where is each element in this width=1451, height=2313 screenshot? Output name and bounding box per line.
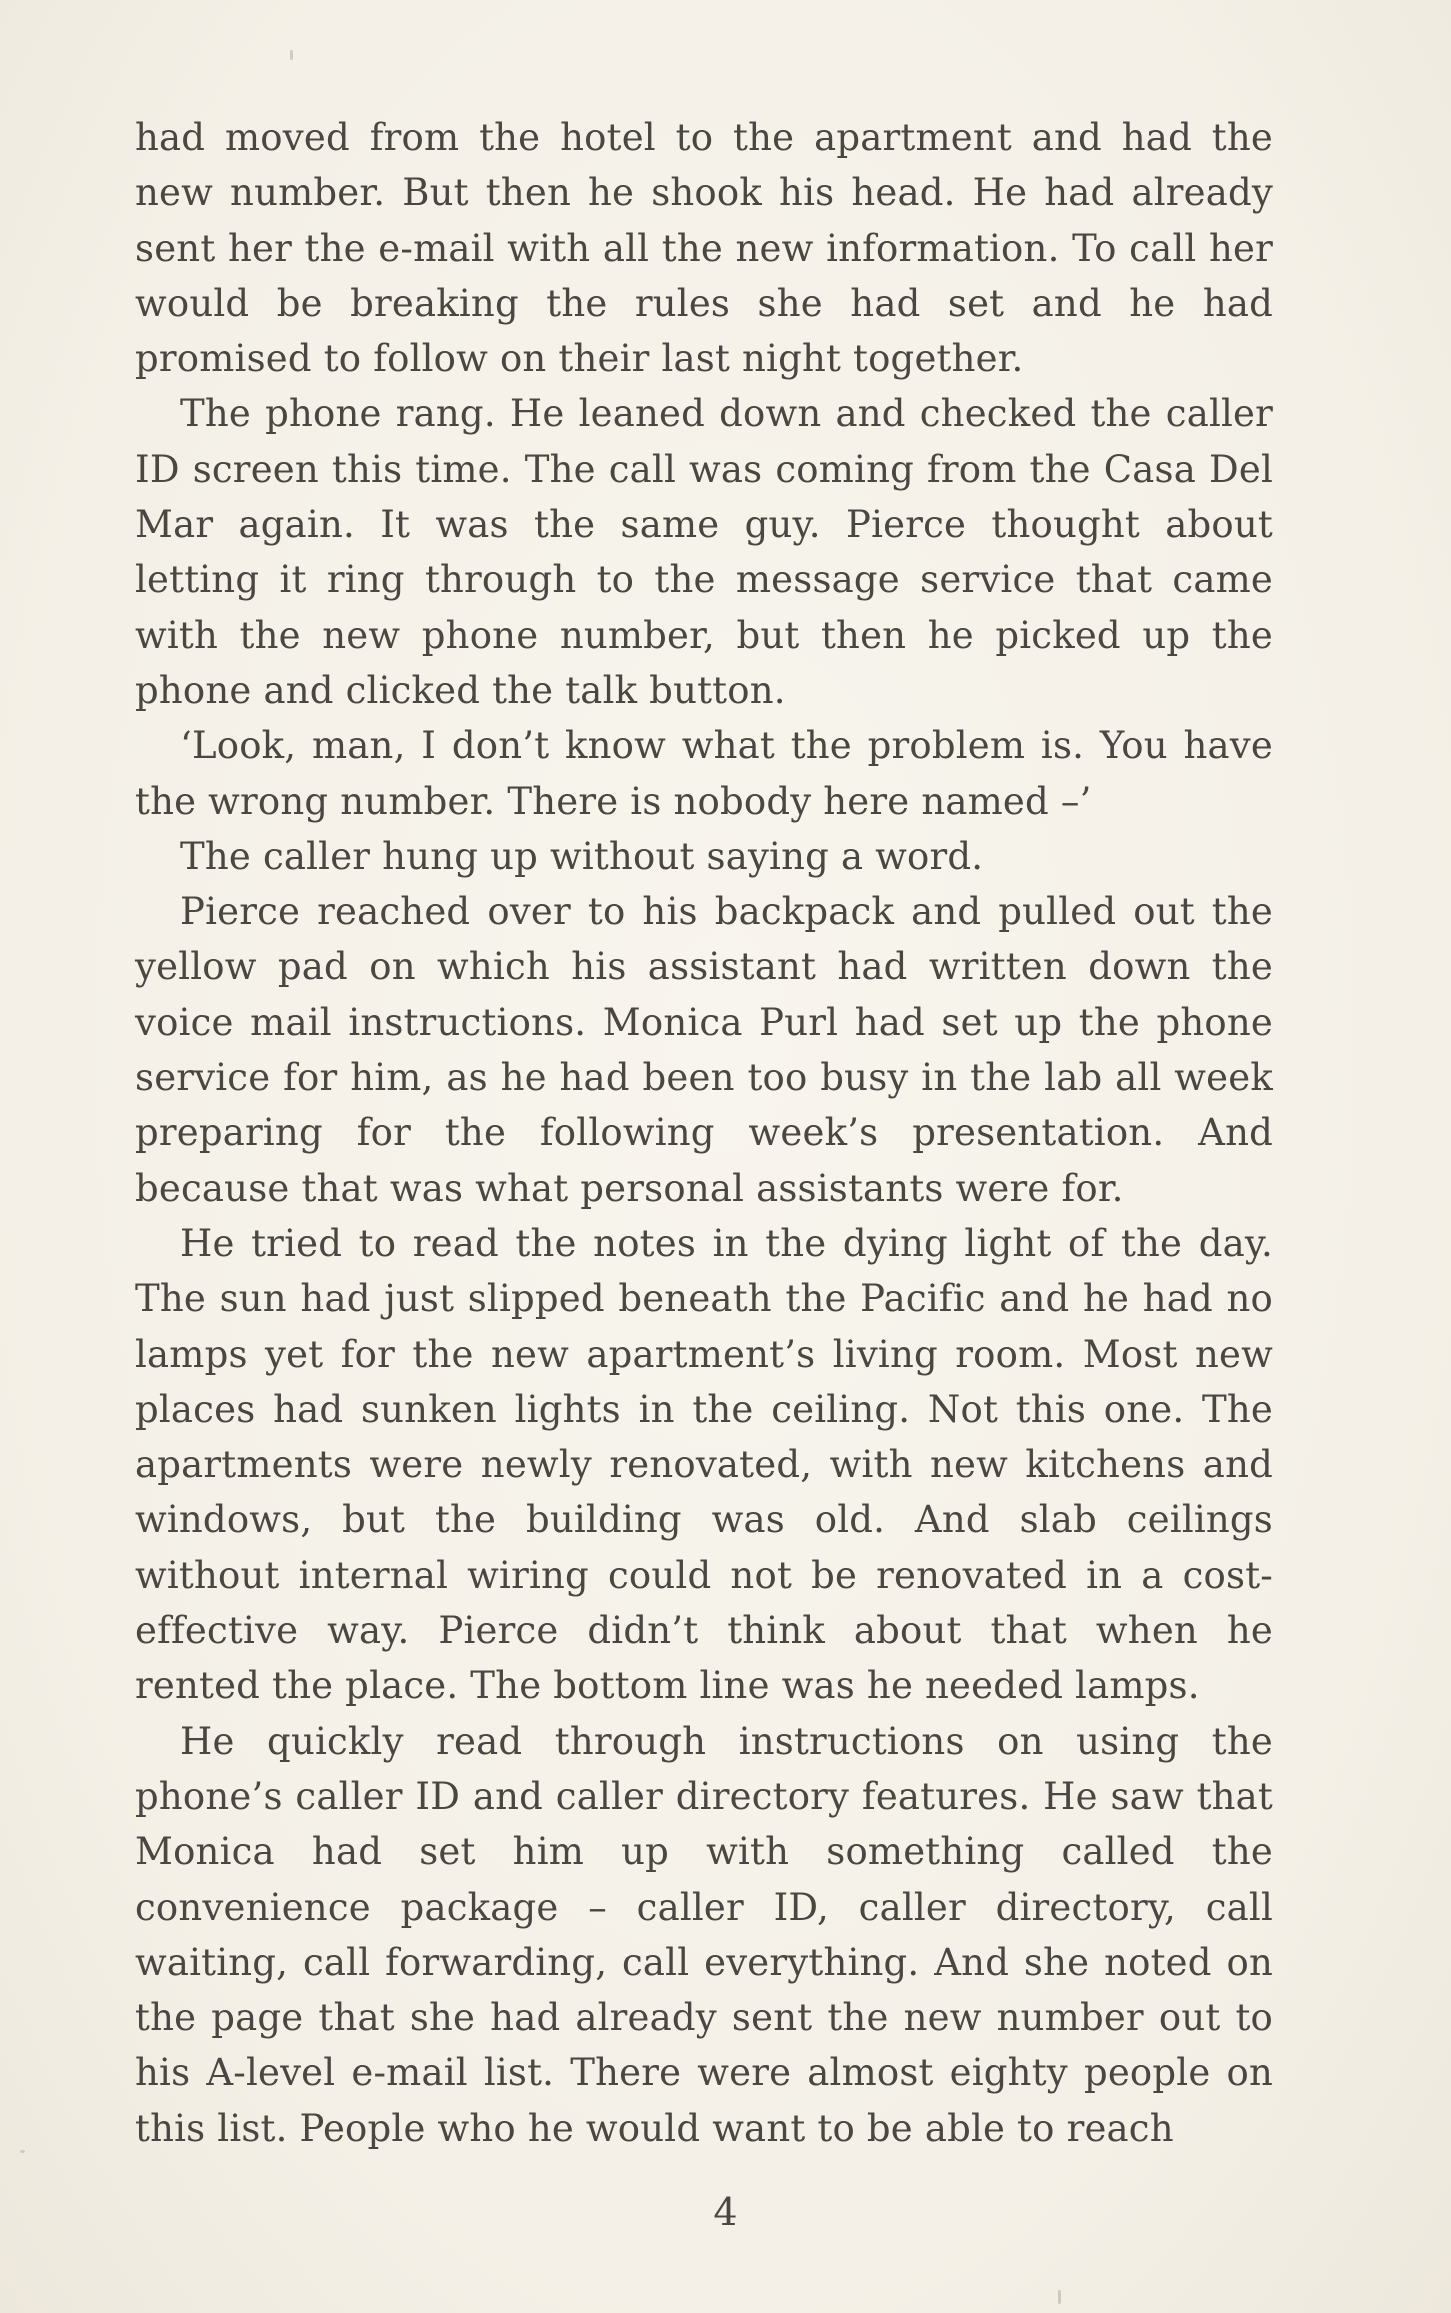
paragraph: had moved from the hotel to the apartment and had the new number. But then he shook his head. He had already sent her the e-mail with all the new information. To call her would be breaking the rules she had set and he had promised to follow on their last night together. — [135, 116, 1273, 381]
paper-speck — [290, 50, 293, 60]
paragraph: He tried to read the notes in the dying light of the day. The sun had just slipped beneath the Pacific and he had no lamps yet for the new apartment’s living room. Most new places had sunken lights in the ceiling. Not this one. The apartments were newly renovated, with new kitchens and windows, but the building was old. And slab ceilings without internal wiring could not be renovated in a cost-effective way. Pierce didn’t think about that when he rented the place. The bottom line was he needed lamps. — [135, 1221, 1273, 1708]
paragraph: ‘Look, man, I don’t know what the problem is. You have the wrong number. There is nobody here named –’ — [135, 724, 1273, 823]
paragraph: He quickly read through instructions on using the phone’s caller ID and caller directory features. He saw that Monica had set him up with something called the convenience package – caller ID, caller directory, call waiting, call forwarding, call everything. And she noted on the page that she had already sent the new number out to his A-level e-mail list. There were almost eighty people on this list. People who he would want to be able to reach — [135, 1719, 1273, 2150]
page-number: 4 — [713, 2190, 738, 2234]
paper-speck — [1058, 2290, 1061, 2304]
paragraph: The phone rang. He leaned down and checked the caller ID screen this time. The call was coming from the Casa Del Mar again. It was the same guy. Pierce thought about letting it ring through to the message service that came with the new phone number, but then he picked up the phone and clicked the talk button. — [135, 392, 1273, 712]
paper-speck — [20, 2150, 25, 2153]
body-text — [135, 110, 1273, 2156]
paragraph: The caller hung up without saying a word. — [180, 834, 984, 878]
paragraph: Pierce reached over to his backpack and pulled out the yellow pad on which his assistant had written down the voice mail instructions. Monica Purl had set up the phone service for him, as he had been too busy in the lab all week preparing for the following week’s presentation. And because that was what personal assistants were for. — [135, 890, 1273, 1210]
